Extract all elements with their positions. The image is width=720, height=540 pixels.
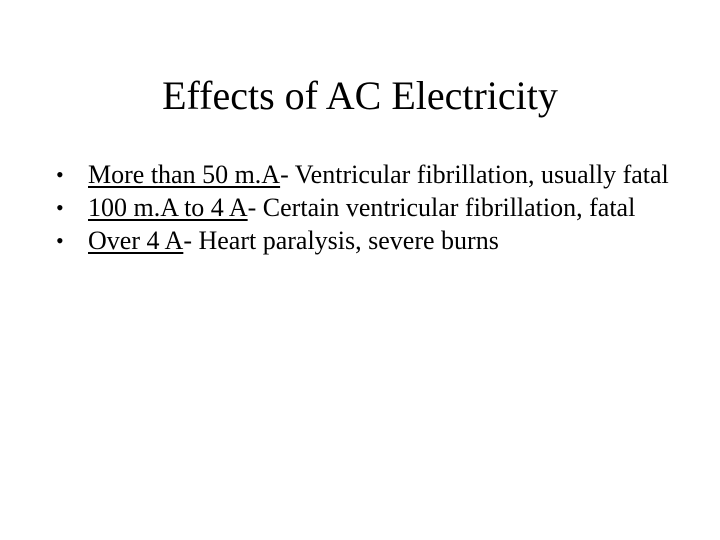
bullet-term: More than 50 m.A [88, 160, 281, 189]
bullet-item [54, 193, 674, 223]
bullet-point-icon: • [56, 228, 64, 253]
bullet-point-icon: • [56, 162, 64, 187]
bullet-item [54, 226, 674, 256]
bullet-list [54, 160, 674, 259]
bullet-description: - Certain ventricular fibrillation, fatal [247, 193, 636, 222]
bullet-description: - Ventricular fibrillation, usually fatal [280, 160, 669, 189]
bullet-point-icon: • [56, 195, 64, 220]
bullet-description: - Heart paralysis, severe burns [183, 226, 499, 255]
bullet-term: 100 m.A to 4 A [88, 193, 248, 222]
slide-title: Effects of AC Electricity [162, 73, 558, 118]
bullet-term: Over 4 A [88, 226, 184, 255]
bullet-item [54, 160, 674, 190]
